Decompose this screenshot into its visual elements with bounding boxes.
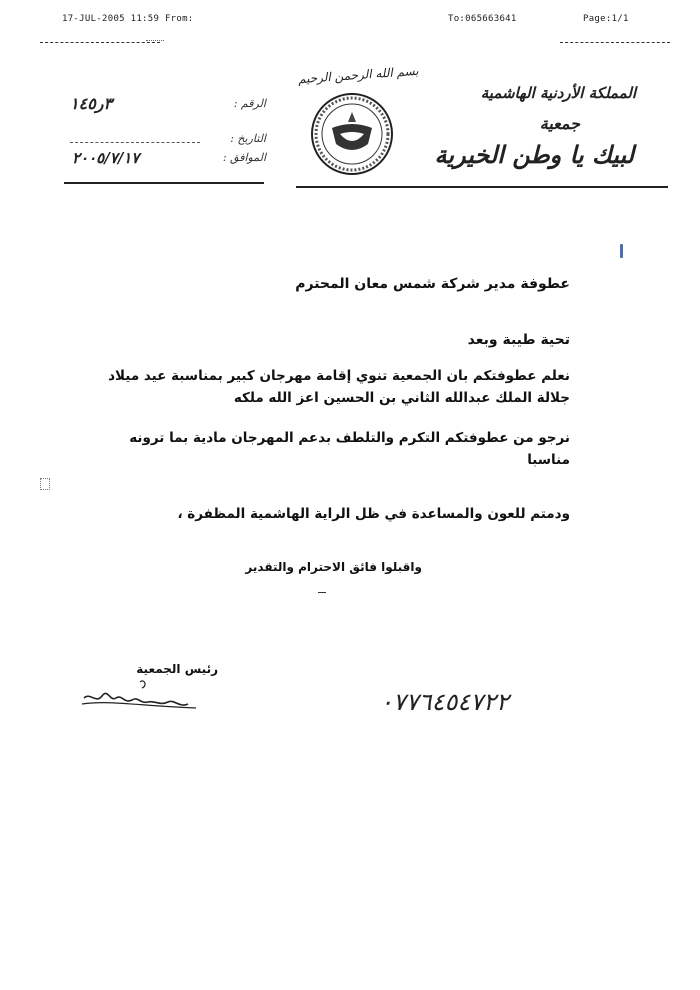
- corresponding-date-value: ٢٠٠٥/٧/١٧: [72, 149, 140, 167]
- fax-header-page: Page:1/1: [583, 14, 629, 24]
- header-rule-right: [560, 42, 670, 43]
- paragraph-3: ودمتم للعون والمساعدة في ظل الراية الهاشمية المظفرة ،: [177, 506, 570, 522]
- letterhead-assoc-word: جمعية: [539, 114, 580, 133]
- paragraph-2-line-2: مناسبا: [527, 452, 570, 468]
- letterhead-rule-left: [64, 182, 264, 184]
- paragraph-1-line-1: نعلم عطوفتكم بان الجمعية تنوي إقامة مهرجان كبير بمناسبة عيد ميلاد: [108, 368, 570, 384]
- basmala: بسم الله الرحمن الرحيم: [297, 63, 419, 87]
- closing-dash: [318, 592, 326, 593]
- association-emblem: [310, 92, 394, 176]
- signature-scribble: [80, 674, 200, 714]
- signature-title: رئيس الجمعية: [136, 662, 218, 676]
- reference-number-label: الرقم :: [233, 97, 266, 110]
- reference-number-value: ٣ر١٤٥: [70, 94, 113, 113]
- reference-number-row: [66, 94, 266, 114]
- date-dotline: [70, 142, 200, 143]
- letterhead-rule-right: [296, 186, 668, 188]
- paragraph-1-line-2: جلالة الملك عبدالله الثاني بن الحسين اعز الله ملكه: [233, 390, 570, 406]
- header-rule-left: [40, 42, 160, 43]
- handwritten-phone-number: ٠٧٧٦٤٥٤٧٢٢: [380, 688, 509, 716]
- closing-line: واقبلوا فائق الاحترام والتقدير: [245, 560, 422, 574]
- corresponding-date-row: [66, 148, 266, 168]
- date-label: التاريخ :: [230, 132, 266, 145]
- recipient-line: عطوفة مدير شركة شمس معان المحترم: [295, 276, 570, 292]
- paragraph-2-line-1: نرجو من عطوفتكم التكرم والتلطف بدعم المهرجان مادية بما ترونه: [129, 430, 570, 446]
- scan-mark: [620, 244, 623, 258]
- corresponding-date-label: الموافق :: [222, 151, 266, 164]
- header-mark: [146, 40, 164, 45]
- fax-header-datetime: 17-JUL-2005 11:59 From:: [62, 14, 194, 24]
- fax-header-to: To:065663641: [448, 14, 517, 24]
- letterhead-org-name: لبيك يا وطن الخيرية: [434, 140, 634, 169]
- letterhead-country: المملكة الأردنية الهاشمية: [480, 84, 636, 102]
- scan-speck: [40, 478, 50, 490]
- date-row: [70, 132, 266, 148]
- greeting-line: تحية طيبة وبعد: [467, 332, 570, 348]
